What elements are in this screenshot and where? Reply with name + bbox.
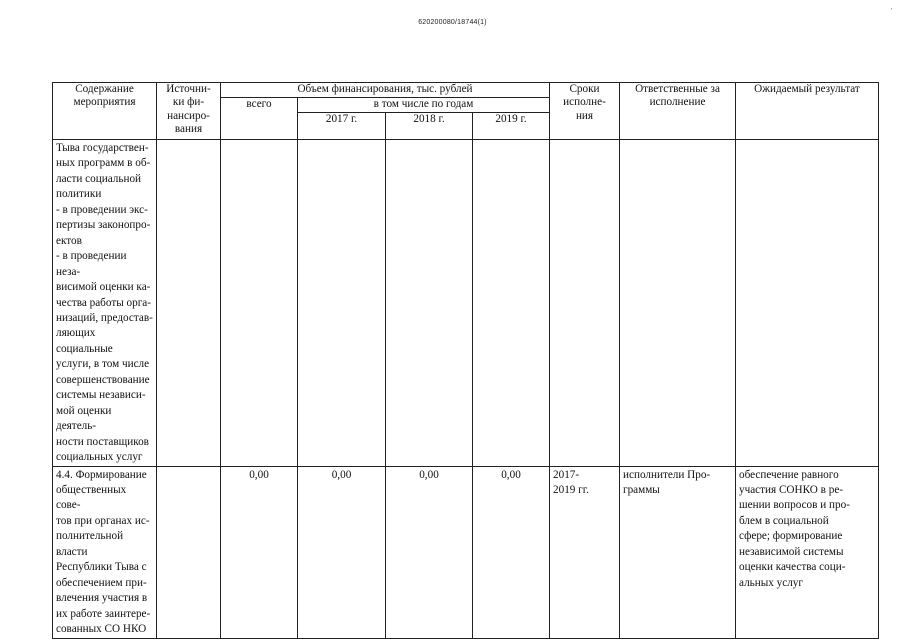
cell-2018 bbox=[386, 140, 473, 467]
cell-total: 0,00 bbox=[221, 466, 298, 638]
header-total: всего bbox=[221, 98, 298, 140]
header-terms: Сроки исполне- ния bbox=[550, 83, 620, 140]
funding-table bbox=[52, 82, 879, 639]
cell-terms: 2017- 2019 гг. bbox=[550, 466, 620, 638]
cell-2019: 0,00 bbox=[473, 466, 550, 638]
cell-total bbox=[221, 140, 298, 467]
table-header bbox=[53, 83, 879, 140]
cell-result: обеспечение равного участия СОНКО в ре- шении вопросов и про- блем в социальной сфере; формирование независимой системы оценки качества соци- альных услуг bbox=[736, 466, 879, 638]
cell-terms bbox=[550, 140, 620, 467]
header-year-2017: 2017 г. bbox=[298, 113, 386, 140]
cell-2019 bbox=[473, 140, 550, 467]
header-year-2019: 2019 г. bbox=[473, 113, 550, 140]
header-funding: Объем финансирования, тыс. рублей bbox=[221, 83, 550, 98]
cell-2017 bbox=[298, 140, 386, 467]
header-responsible: Ответственные за исполнение bbox=[620, 83, 736, 140]
cell-result bbox=[736, 140, 879, 467]
header-content: Содержание мероприятия bbox=[53, 83, 157, 140]
header-year-2018: 2018 г. bbox=[386, 113, 473, 140]
document-id: 620200080/18744(1) bbox=[418, 19, 487, 26]
cell-content: Тыва государствен- ных программ в об- ласти социальной политики - в проведении экс- пертизы законопро- ектов - в проведении неза- висимой оценки ка- чества работы орга- низаций, предостав- ляющих социальные услуги, в том числе совершенствование системы независи- мой оценки деятель- ности поставщиков социальных услуг bbox=[53, 140, 157, 467]
table-row bbox=[53, 466, 879, 638]
cell-2017: 0,00 bbox=[298, 466, 386, 638]
cell-responsible: исполнители Про- граммы bbox=[620, 466, 736, 638]
cell-source bbox=[157, 140, 221, 467]
cell-source bbox=[157, 466, 221, 638]
header-result: Ожидаемый результат bbox=[736, 83, 879, 140]
cell-2018: 0,00 bbox=[386, 466, 473, 638]
cell-responsible bbox=[620, 140, 736, 467]
header-sources: Источни- ки фи- нансиро- вания bbox=[157, 83, 221, 140]
header-by-years: в том числе по годам bbox=[298, 98, 550, 113]
corner-mark: ' bbox=[891, 8, 893, 15]
table-row bbox=[53, 140, 879, 467]
cell-content: 4.4. Формирование общественных сове- тов при органах ис- полнительной власти Республики Тыва с обеспечением при- влечения участия в их работе заинтере- сованных СО НКО bbox=[53, 466, 157, 638]
